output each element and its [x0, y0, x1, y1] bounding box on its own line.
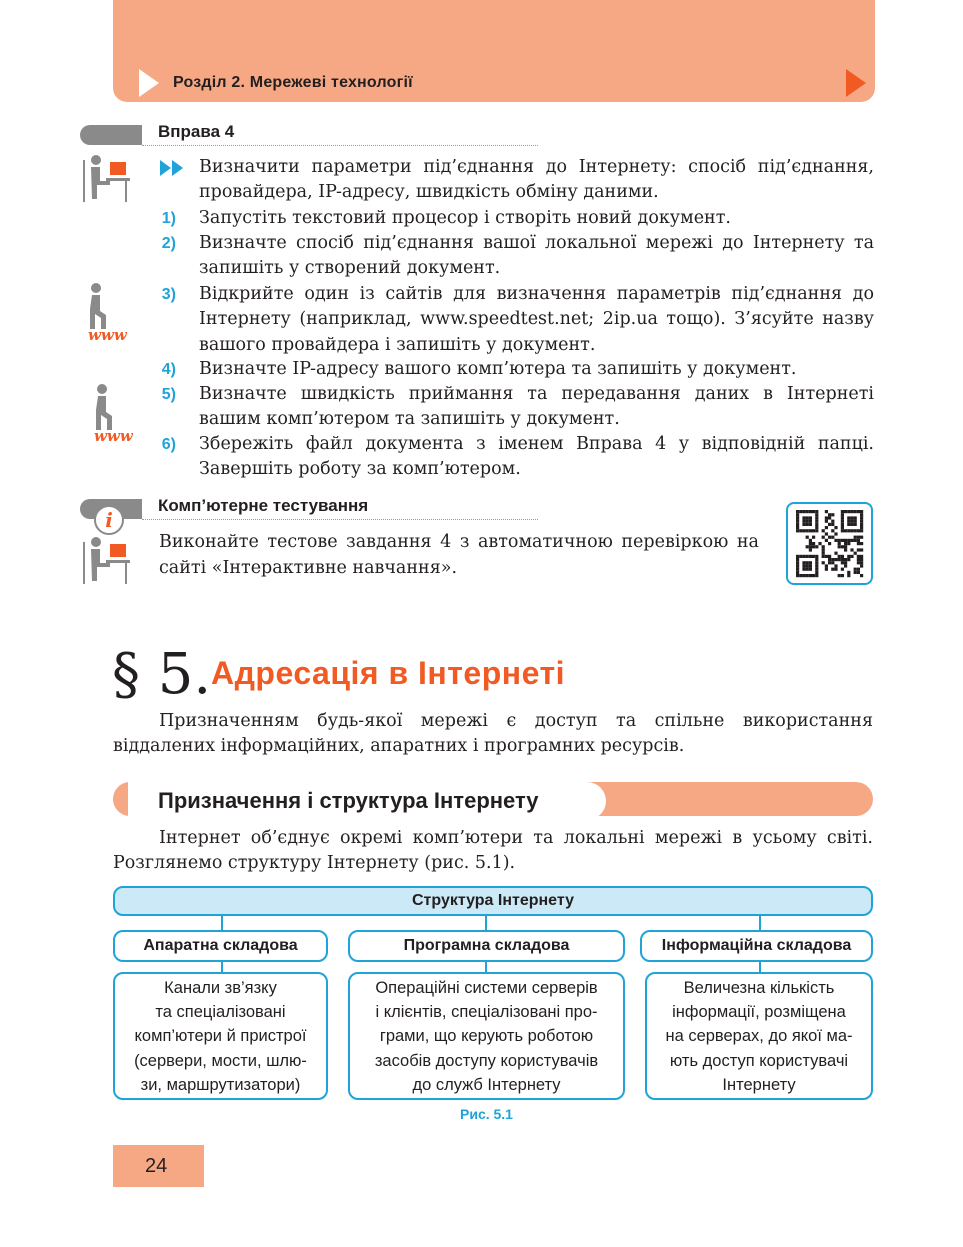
diagram-connector — [759, 962, 761, 972]
page-number: 24 — [145, 1155, 168, 1177]
exercise-heading: Вправа 4 — [158, 122, 235, 141]
exercise-divider — [142, 145, 538, 146]
figure-caption: Рис. 5.1 — [460, 1106, 513, 1122]
diagram-connector — [221, 962, 223, 972]
www-walker-icon-2 — [92, 383, 140, 445]
testing-text: Виконайте тестове завдання 4 з автоматичною перевіркою на сайті «Інтерактивне навчання». — [159, 532, 759, 578]
diagram-connector — [759, 916, 761, 930]
computer-user-icon — [82, 152, 132, 204]
section-number: § 5. — [112, 642, 212, 707]
diagram-connector — [485, 916, 487, 930]
section-title: Адресація в Інтернеті — [211, 655, 566, 691]
chapter-title: Розділ 2. Мережеві технології — [173, 74, 413, 91]
www-walker-icon — [86, 282, 134, 344]
exercise-goal: Визначити параметри під’єднання до Інтернету: спосіб під’єднання, провайдера, IP-адресу, швидкість обміну даними. — [160, 155, 874, 207]
diagram-connector — [485, 962, 487, 972]
www-label: www — [88, 326, 127, 344]
diagram-root: Структура Інтернету — [113, 886, 873, 916]
svg-text:www: www — [94, 427, 133, 445]
diagram-connector — [221, 916, 223, 930]
diagram-information-title: Інформаційна складова — [640, 930, 873, 962]
info-icon — [93, 504, 125, 536]
subheading-title: Призначення і структура Інтернету — [158, 788, 539, 813]
diagram-information-body: Величезна кількість інформації, розміщена на серверах, до якої ма- ють доступ користувачі Інтернету — [645, 972, 873, 1100]
testing-heading: Комп’ютерне тестування — [158, 496, 369, 515]
double-arrow-icon — [160, 160, 184, 176]
chapter-arrow-right-icon — [846, 69, 866, 97]
chapter-arrow-left-icon — [139, 69, 159, 97]
computer-user-icon-2 — [82, 534, 132, 586]
section-body: Інтернет об’єднує окремі комп’ютери та локальні мережі в усьому світі. Розглянемо структуру Інтернету (рис. 5.1). — [113, 828, 873, 873]
testing-divider — [142, 519, 538, 520]
diagram-hardware-title: Апаратна складова — [113, 930, 328, 962]
svg-text:i: i — [105, 508, 113, 532]
diagram-hardware-body: Канали зв’язку та спеціалізовані комп’ютери й пристрої (сервери, мости, шлю- зи, маршрутизатори) — [113, 972, 328, 1100]
qr-code-icon — [788, 504, 871, 583]
section-intro: Призначенням будь-якої мережі є доступ та спільне використання віддалених інформаційних, апаратних і програмних ресурсів. — [113, 711, 873, 756]
qr-code[interactable] — [786, 502, 873, 585]
diagram-software-body: Операційні системи серверів і клієнтів, спеціалізовані про- грами, що керують роботою засобів доступу користувачів до служб Інтернету — [348, 972, 625, 1100]
exercise-tab-marker — [80, 125, 142, 145]
diagram-software-title: Програмна складова — [348, 930, 625, 962]
